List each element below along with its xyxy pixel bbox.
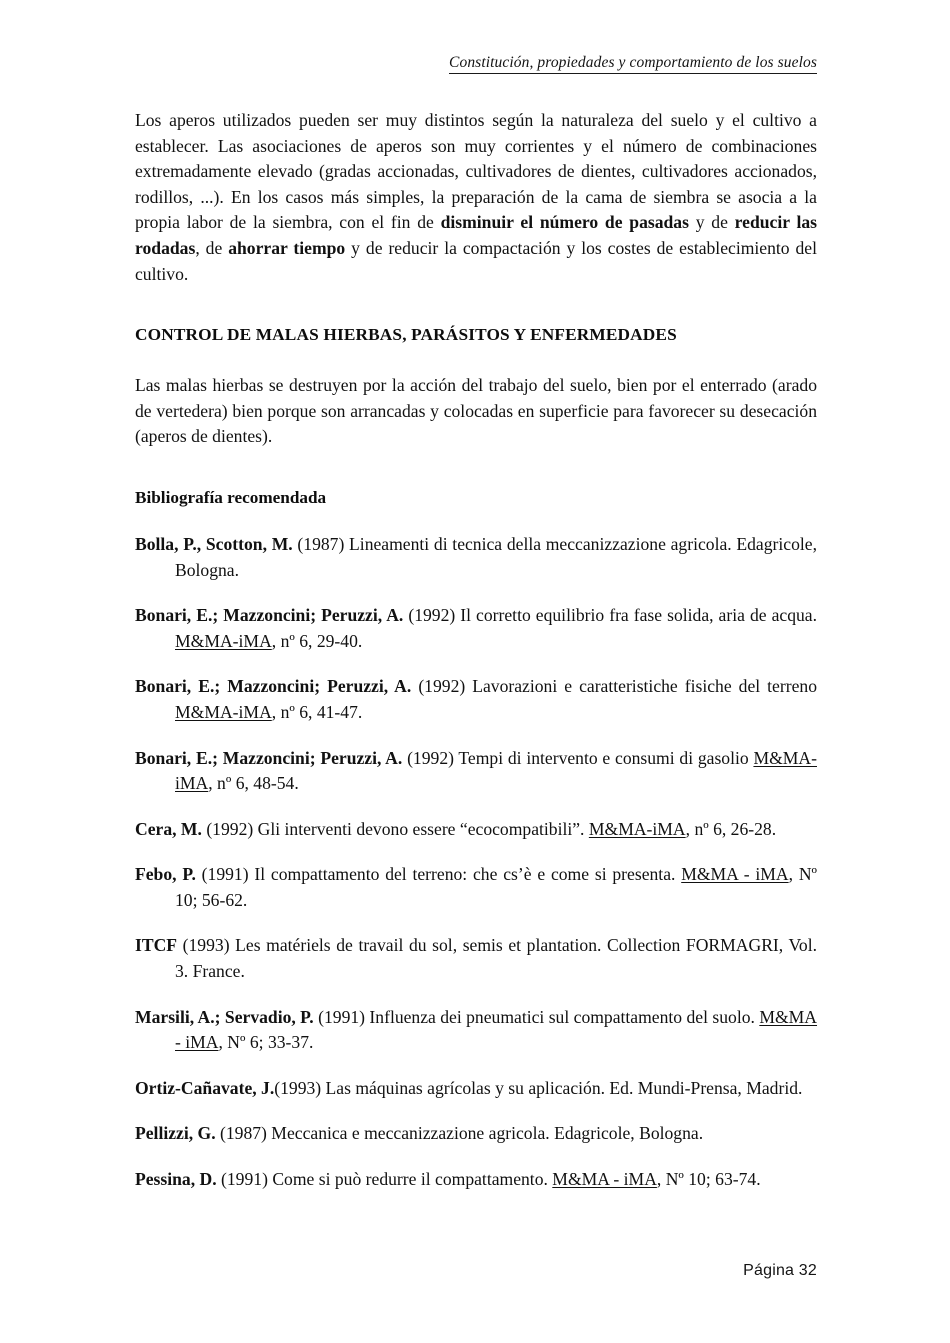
bibliography-entry-authors: Marsili, A.; Servadio, P. <box>135 1006 314 1027</box>
intro-text-part-3: , de <box>195 237 229 258</box>
bibliography-entry-journal: M&MA-iMA <box>588 818 686 839</box>
bibliography-entry-journal: M&MA - iMA <box>175 1006 818 1053</box>
intro-bold-ahorrar: ahorrar tiempo <box>228 237 346 258</box>
bibliography-entry-citation: , nº 6, 26-28. <box>685 818 777 839</box>
section-paragraph: Las malas hierbas se destruyen por la acción del trabajo del suelo, bien por el enterrado (arado de vertedera) bien porque son arrancadas y colocadas en superficie para favorecer su desecación (aperos de dientes). <box>135 375 817 447</box>
bibliography-entry-authors: ITCF <box>135 935 178 956</box>
intro-text-part-4: y de reducir la compactación y los costes de establecimiento del cultivo. <box>135 237 818 284</box>
intro-paragraph <box>135 108 817 287</box>
bibliography-entry <box>135 862 817 913</box>
bibliography-entry-citation: , nº 6, 48-54. <box>208 773 299 794</box>
bibliography-entry-citation: , Nº 6; 33-37. <box>218 1032 314 1053</box>
bibliography-entry-authors: Pessina, D. <box>135 1169 217 1190</box>
page-content <box>135 108 817 1193</box>
bibliography-heading: Bibliografía recomendada <box>135 487 327 507</box>
bibliography-entry-title: (1987) Lineamenti di tecnica della meccanizzazione agricola. Edagricole, Bologna. <box>175 533 817 580</box>
bibliography-entry-title: (1991) Come si può redurre il compattamento. <box>216 1169 553 1190</box>
bibliography-entry-authors: Bolla, P., Scotton, M. <box>135 533 293 554</box>
bibliography-entry-title: (1993) Las máquinas agrícolas y su aplicación. Ed. Mundi-Prensa, Madrid. <box>274 1077 803 1098</box>
bibliography-entry-authors: Ortiz-Cañavate, J. <box>135 1077 275 1098</box>
section-heading: CONTROL DE MALAS HIERBAS, PARÁSITOS Y ENFERMEDADES <box>135 325 677 345</box>
bibliography-entry <box>135 817 817 843</box>
bibliography-entry-citation: , Nº 10; 56-62. <box>175 864 817 910</box>
bibliography-entry-journal: M&MA - iMA <box>681 864 789 885</box>
bibliography-entry-journal: M&MA - iMA <box>552 1169 657 1190</box>
bibliography-entry-title: (1987) Meccanica e meccanizzazione agricola. Edagricole, Bologna. <box>215 1123 704 1144</box>
spacer <box>135 450 817 486</box>
bibliography-entry-title: (1991) Influenza dei pneumatici sul compattamento del suolo. <box>313 1006 760 1027</box>
bibliography-entry-citation: , nº 6, 29-40. <box>271 630 363 651</box>
bibliography-entry <box>135 1167 817 1193</box>
bibliography-entry-title: (1992) Lavorazioni e caratteristiche fisiche del terreno <box>411 676 817 697</box>
bibliography-entry-title: (1992) Tempi di intervento e consumi di gasolio <box>402 747 754 768</box>
page-footer <box>135 1262 817 1280</box>
bibliography-entry-title: (1992) Gli interventi devono essere “ecocompatibili”. <box>201 818 589 839</box>
intro-bold-disminuir: disminuir el número de pasadas <box>440 212 689 233</box>
bibliography-entry-title: (1992) Il corretto equilibrio fra fase solida, aria de acqua. <box>403 605 817 626</box>
bibliography-entry-citation: , nº 6, 41-47. <box>271 701 363 722</box>
bibliography-entry-title: (1993) Les matériels de travail du sol, semis et plantation. Collection FORMAGRI, Vol. 3. France. <box>175 935 817 982</box>
bibliography-entry <box>135 1121 817 1147</box>
spacer <box>135 510 817 532</box>
bibliography-entry-journal: M&MA-iMA <box>175 630 272 651</box>
bibliography-entry <box>135 1076 817 1102</box>
running-header <box>135 54 817 74</box>
bibliography-entry-citation: , Nº 10; 63-74. <box>656 1169 761 1190</box>
bibliography-entry <box>135 1005 817 1056</box>
running-header-text: Constitución, propiedades y comportamiento de los suelos <box>449 54 817 74</box>
spacer <box>135 287 817 323</box>
bibliography-entry-authors: Cera, M. <box>135 818 202 839</box>
bibliography-list <box>135 532 817 1193</box>
bibliography-entry-authors: Pellizzi, G. <box>135 1123 216 1144</box>
bibliography-entry-journal: M&MA-iMA <box>175 701 272 722</box>
spacer <box>135 347 817 373</box>
intro-text-part-2: y de <box>688 212 735 233</box>
bibliography-entry-authors: Bonari, E.; Mazzoncini; Peruzzi, A. <box>135 747 403 768</box>
bibliography-entry <box>135 603 817 654</box>
bibliography-entry <box>135 674 817 725</box>
bibliography-entry-authors: Bonari, E.; Mazzoncini; Peruzzi, A. <box>135 676 412 697</box>
page-number-label: Página 32 <box>743 1262 817 1279</box>
intro-bold-reducir: reducir las rodadas <box>135 212 818 258</box>
bibliography-entry-journal: M&MA-iMA <box>175 747 817 794</box>
bibliography-entry-title: (1991) Il compattamento del terreno: che cs’è e come si presenta. <box>195 864 682 885</box>
intro-text-part-1: Los aperos utilizados pueden ser muy distintos según la naturaleza del suelo y el cultivo a establecer. Las asociaciones de aperos son muy corrientes y el número de combinaciones extremadamente elevado (gradas accionadas, cultivadores de dientes, cultivadores accionados, rodillos, ...). En los casos más simples, la preparación de la cama de siembra se asocia a la propia labor de la siembra, con el fin de <box>135 110 817 233</box>
bibliography-entry <box>135 532 817 583</box>
bibliography-entry <box>135 933 817 984</box>
bibliography-entry <box>135 746 817 797</box>
bibliography-entry-authors: Febo, P. <box>135 864 196 885</box>
bibliography-entry-authors: Bonari, E.; Mazzoncini; Peruzzi, A. <box>135 605 404 626</box>
